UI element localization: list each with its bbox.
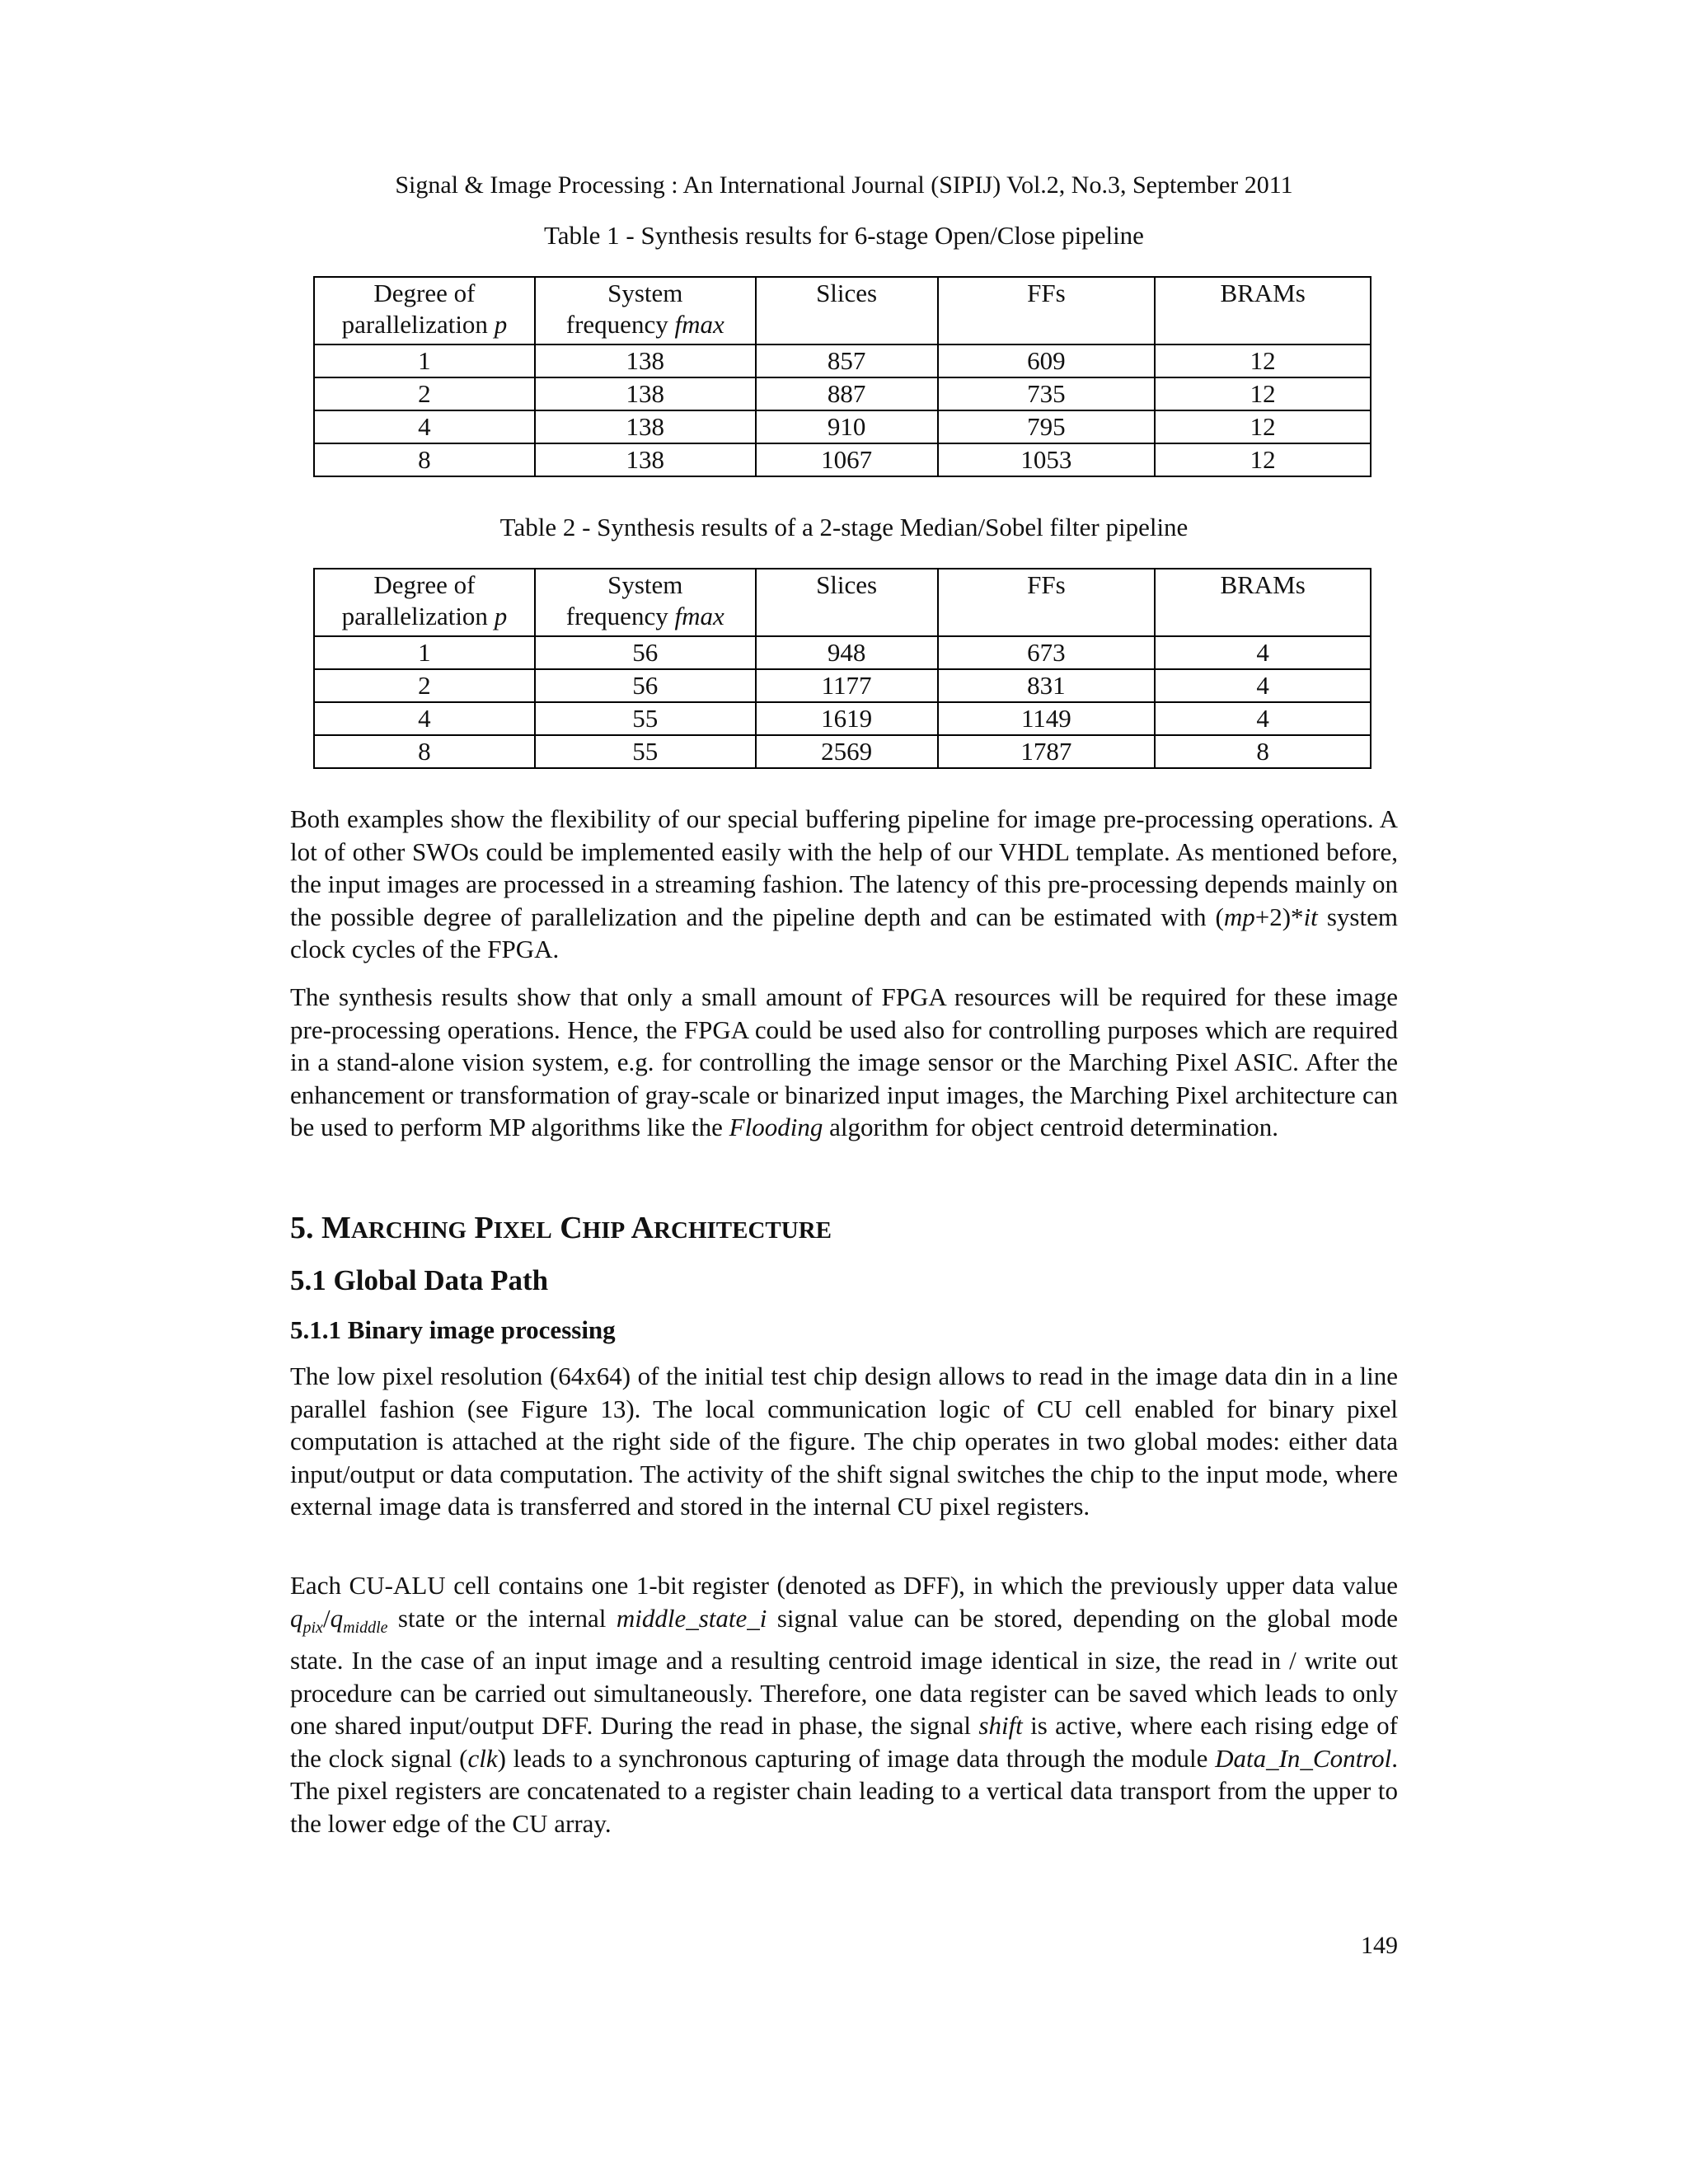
table-row bbox=[314, 344, 1371, 377]
table-row bbox=[314, 410, 1371, 443]
header-brams: BRAMs bbox=[1155, 569, 1371, 636]
table-cell: 857 bbox=[756, 344, 938, 377]
table-cell: 4 bbox=[1155, 702, 1371, 735]
table-cell: 4 bbox=[1155, 636, 1371, 669]
paper-page bbox=[290, 0, 1398, 2184]
header-frequency: System frequency fmax bbox=[535, 277, 756, 344]
table-cell: 1619 bbox=[756, 702, 938, 735]
table2 bbox=[313, 568, 1372, 769]
paragraph-cu-alu: Each CU-ALU cell contains one 1-bit register (denoted as DFF), in which the previously upper data value $q_{pix}/q_{middle}$ state or the internal middle_state_i signal value can be stored, depending on the global mode state. In the case of an input image and a resulting centroid image identical in size, the read in / write out procedure can be carried out simultaneously. Therefore, one data register can be saved which leads to only one shared input/output DFF. During the read in phase, the signal shift is active, where each rising edge of the clock signal (clk) leads to a synchronous capturing of image data through the module Data_In_Control. The pixel registers are concatenated to a register chain leading to a vertical data transport from the upper to the lower edge of the CU array. bbox=[290, 1571, 1399, 1838]
header-frequency: System frequency fmax bbox=[535, 569, 756, 636]
table-cell: 12 bbox=[1155, 410, 1371, 443]
table-row bbox=[314, 669, 1371, 702]
section-heading: 5. MARCHING PIXEL CHIP ARCHITECTURE bbox=[290, 1211, 832, 1245]
header-brams: BRAMs bbox=[1155, 277, 1371, 344]
table-cell: 948 bbox=[756, 636, 938, 669]
table-cell: 1177 bbox=[756, 669, 938, 702]
table-cell: 609 bbox=[938, 344, 1156, 377]
table-header-row bbox=[314, 569, 1371, 636]
table-cell: 12 bbox=[1155, 377, 1371, 410]
table-cell: 910 bbox=[756, 410, 938, 443]
table-cell: 8 bbox=[314, 443, 535, 476]
table-cell: 55 bbox=[535, 702, 756, 735]
paragraph-latency: Both examples show the flexibility of our special buffering pipeline for image pre-processing operations. A lot of other SWOs could be implemented easily with the help of our VHDL template. As mentioned before, the input images are processed in a streaming fashion. The latency of this pre-processing depends mainly on the possible degree of parallelization and the pipeline depth and can be estimated with (mp+2)*it system clock cycles of the FPGA. bbox=[290, 804, 1398, 963]
table-cell: 12 bbox=[1155, 443, 1371, 476]
subsection-heading: 5.1 Global Data Path bbox=[290, 1264, 549, 1296]
table-row bbox=[314, 636, 1371, 669]
table1 bbox=[313, 276, 1372, 477]
table-cell: 138 bbox=[535, 344, 756, 377]
table-header-row bbox=[314, 277, 1371, 344]
table-cell: 8 bbox=[1155, 735, 1371, 768]
table-cell: 4 bbox=[1155, 669, 1371, 702]
paragraph-binary-processing: The low pixel resolution (64x64) of the initial test chip design allows to read in the image data din in a line parallel fashion (see Figure 13). The local communication logic of CU cell enabled for binary pixel computation is attached at the right side of the figure. The chip operates in two global modes: either data input/output or data computation. The activity of the shift signal switches the chip to the input mode, where external image data is transferred and stored in the internal CU pixel registers. bbox=[290, 1361, 1398, 1521]
table-cell: 1067 bbox=[756, 443, 938, 476]
table-cell: 4 bbox=[314, 702, 535, 735]
paragraph-synthesis: The synthesis results show that only a small amount of FPGA resources will be required for these image pre-processing operations. Hence, the FPGA could be used also for controlling purposes which are required in a stand-alone vision system, e.g. for controlling the image sensor or the Marching Pixel ASIC. After the enhancement or transformation of gray-scale or binarized input images, the Marching Pixel architecture can be used to perform MP algorithms like the Flooding algorithm for object centroid determination. bbox=[290, 982, 1398, 1141]
table-cell: 56 bbox=[535, 669, 756, 702]
table-cell: 1 bbox=[314, 344, 535, 377]
table-cell: 2 bbox=[314, 377, 535, 410]
table2-caption: Table 2 - Synthesis results of a 2-stage Median/Sobel filter pipeline bbox=[499, 513, 1189, 541]
table-row bbox=[314, 443, 1371, 476]
header-degree: Degree of parallelization p bbox=[314, 569, 535, 636]
header-degree: Degree of parallelization p bbox=[314, 277, 535, 344]
table-cell: 138 bbox=[535, 443, 756, 476]
running-head: Signal & Image Processing : An International Journal (SIPIJ) Vol.2, No.3, September 2011 bbox=[395, 171, 1293, 199]
table-cell: 1 bbox=[314, 636, 535, 669]
table-cell: 55 bbox=[535, 735, 756, 768]
table-cell: 795 bbox=[938, 410, 1156, 443]
subsubsection-heading: 5.1.1 Binary image processing bbox=[290, 1315, 616, 1344]
table-cell: 673 bbox=[938, 636, 1156, 669]
table-cell: 4 bbox=[314, 410, 535, 443]
table-cell: 56 bbox=[535, 636, 756, 669]
table-row bbox=[314, 702, 1371, 735]
table-cell: 2569 bbox=[756, 735, 938, 768]
table-cell: 1787 bbox=[938, 735, 1156, 768]
table-cell: 12 bbox=[1155, 344, 1371, 377]
table1-caption: Table 1 - Synthesis results for 6-stage Open/Close pipeline bbox=[544, 221, 1144, 250]
table-cell: 831 bbox=[938, 669, 1156, 702]
table-cell: 8 bbox=[314, 735, 535, 768]
header-slices: Slices bbox=[756, 277, 938, 344]
table-cell: 887 bbox=[756, 377, 938, 410]
table-cell: 735 bbox=[938, 377, 1156, 410]
table-cell: 138 bbox=[535, 410, 756, 443]
table-row bbox=[314, 377, 1371, 410]
table-cell: 1149 bbox=[938, 702, 1156, 735]
table-cell: 1053 bbox=[938, 443, 1156, 476]
table-row bbox=[314, 735, 1371, 768]
table-cell: 2 bbox=[314, 669, 535, 702]
table-cell: 138 bbox=[535, 377, 756, 410]
header-ffs: FFs bbox=[938, 277, 1156, 344]
header-slices: Slices bbox=[756, 569, 938, 636]
header-ffs: FFs bbox=[938, 569, 1156, 636]
page-number: 149 bbox=[1361, 1932, 1398, 1959]
